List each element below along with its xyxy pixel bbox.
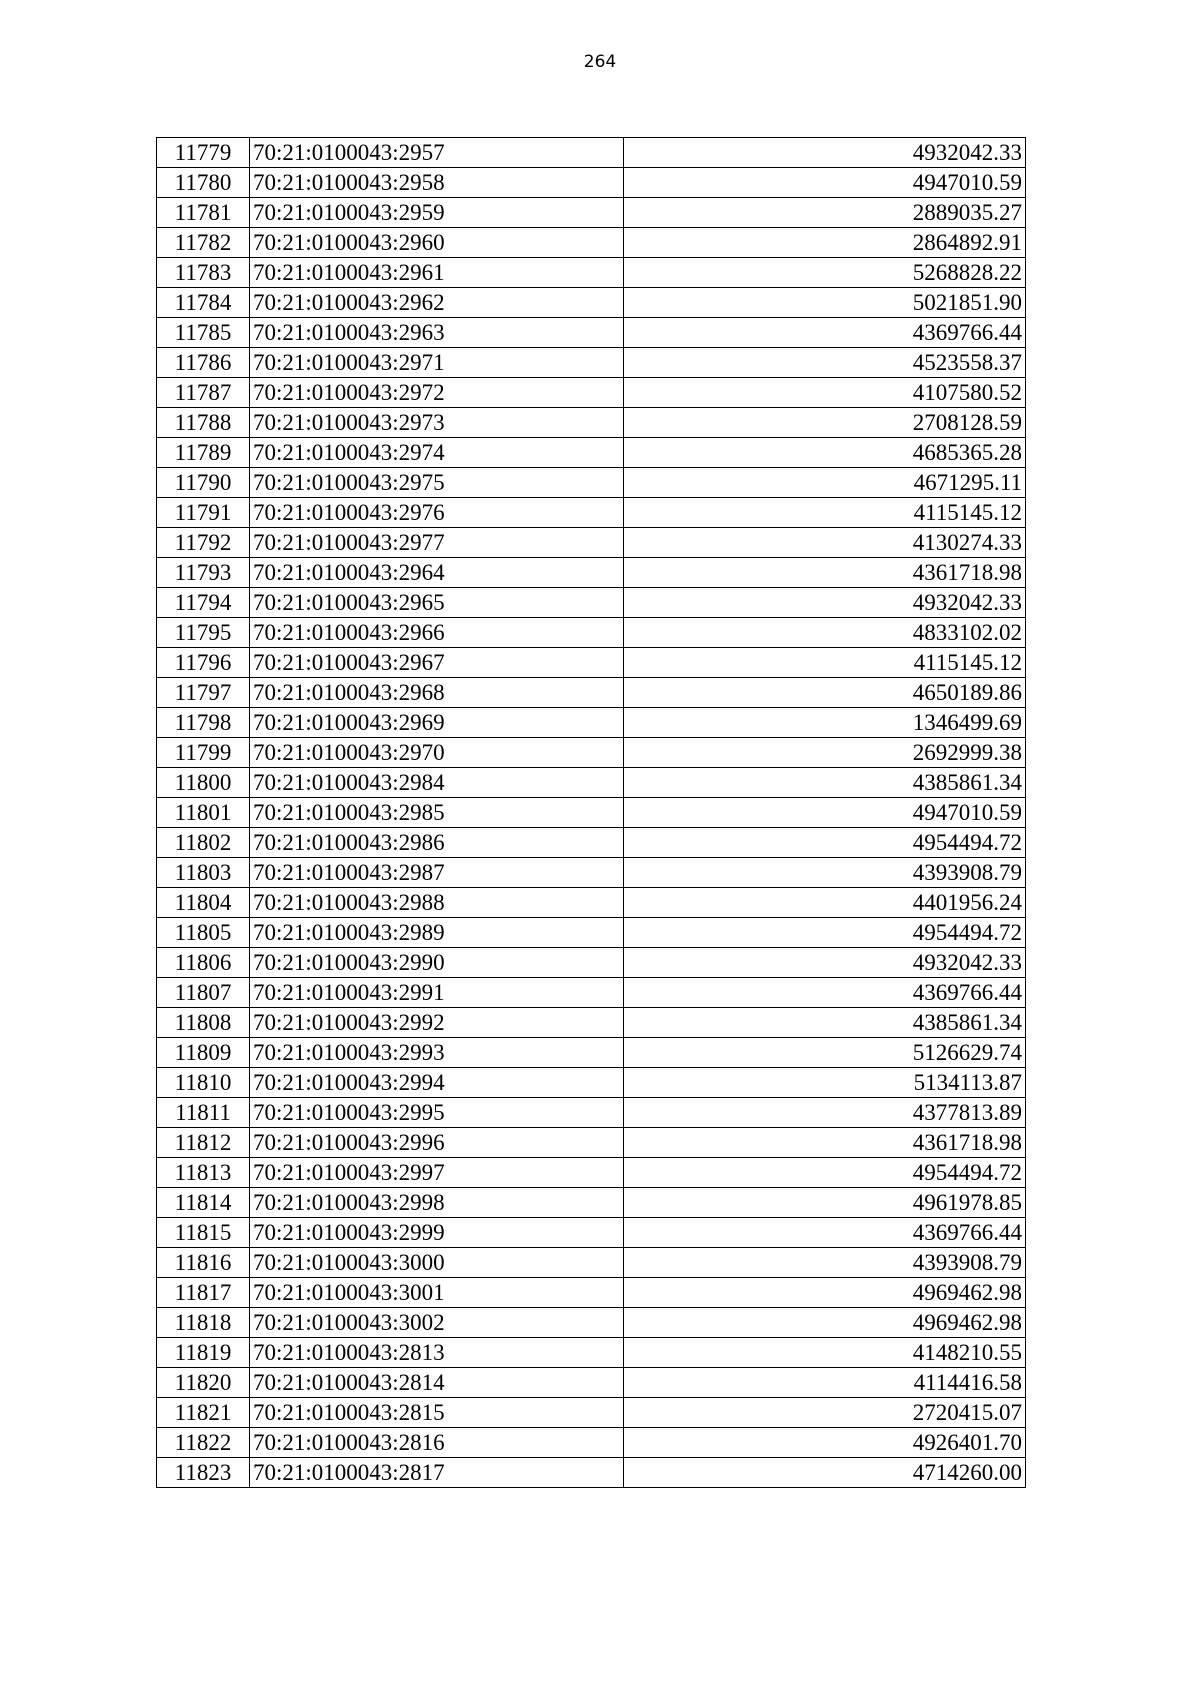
row-number-cell: 11786 <box>157 348 250 378</box>
row-number-cell: 11822 <box>157 1428 250 1458</box>
cadastral-number-cell: 70:21:0100043:2814 <box>250 1368 624 1398</box>
cadastral-number-cell: 70:21:0100043:2965 <box>250 588 624 618</box>
cadastral-number-cell: 70:21:0100043:2969 <box>250 708 624 738</box>
table-row <box>157 1038 1026 1068</box>
cadastral-number-cell: 70:21:0100043:2991 <box>250 978 624 1008</box>
table-row <box>157 588 1026 618</box>
table-row <box>157 1428 1026 1458</box>
row-number-cell: 11802 <box>157 828 250 858</box>
table-row <box>157 1338 1026 1368</box>
value-cell: 4115145.12 <box>624 648 1026 678</box>
table-row <box>157 858 1026 888</box>
value-cell: 4932042.33 <box>624 948 1026 978</box>
value-cell: 4369766.44 <box>624 1218 1026 1248</box>
table-row <box>157 558 1026 588</box>
value-cell: 4130274.33 <box>624 528 1026 558</box>
value-cell: 2864892.91 <box>624 228 1026 258</box>
cadastral-number-cell: 70:21:0100043:2996 <box>250 1128 624 1158</box>
table-row <box>157 1188 1026 1218</box>
value-cell: 4685365.28 <box>624 438 1026 468</box>
cadastral-number-cell: 70:21:0100043:2959 <box>250 198 624 228</box>
row-number-cell: 11813 <box>157 1158 250 1188</box>
value-cell: 4115145.12 <box>624 498 1026 528</box>
value-cell: 4969462.98 <box>624 1308 1026 1338</box>
row-number-cell: 11806 <box>157 948 250 978</box>
table-row <box>157 1398 1026 1428</box>
row-number-cell: 11796 <box>157 648 250 678</box>
cadastral-number-cell: 70:21:0100043:2817 <box>250 1458 624 1488</box>
value-cell: 4947010.59 <box>624 798 1026 828</box>
table-row <box>157 1098 1026 1128</box>
value-cell: 4385861.34 <box>624 768 1026 798</box>
value-cell: 2692999.38 <box>624 738 1026 768</box>
value-cell: 5268828.22 <box>624 258 1026 288</box>
row-number-cell: 11817 <box>157 1278 250 1308</box>
row-number-cell: 11789 <box>157 438 250 468</box>
cadastral-number-cell: 70:21:0100043:3002 <box>250 1308 624 1338</box>
row-number-cell: 11797 <box>157 678 250 708</box>
cadastral-number-cell: 70:21:0100043:2972 <box>250 378 624 408</box>
value-cell: 4969462.98 <box>624 1278 1026 1308</box>
value-cell: 4954494.72 <box>624 918 1026 948</box>
cadastral-number-cell: 70:21:0100043:2816 <box>250 1428 624 1458</box>
value-cell: 4926401.70 <box>624 1428 1026 1458</box>
row-number-cell: 11782 <box>157 228 250 258</box>
row-number-cell: 11816 <box>157 1248 250 1278</box>
row-number-cell: 11804 <box>157 888 250 918</box>
row-number-cell: 11819 <box>157 1338 250 1368</box>
table-row <box>157 948 1026 978</box>
row-number-cell: 11820 <box>157 1368 250 1398</box>
row-number-cell: 11818 <box>157 1308 250 1338</box>
value-cell: 5126629.74 <box>624 1038 1026 1068</box>
row-number-cell: 11779 <box>157 138 250 168</box>
table-row <box>157 498 1026 528</box>
registry-table-body <box>157 138 1026 1488</box>
cadastral-number-cell: 70:21:0100043:2989 <box>250 918 624 948</box>
table-row <box>157 738 1026 768</box>
row-number-cell: 11810 <box>157 1068 250 1098</box>
cadastral-number-cell: 70:21:0100043:2968 <box>250 678 624 708</box>
table-row <box>157 378 1026 408</box>
row-number-cell: 11788 <box>157 408 250 438</box>
table-row <box>157 258 1026 288</box>
table-row <box>157 978 1026 1008</box>
value-cell: 1346499.69 <box>624 708 1026 738</box>
table-row <box>157 138 1026 168</box>
cadastral-number-cell: 70:21:0100043:2986 <box>250 828 624 858</box>
table-row <box>157 888 1026 918</box>
table-row <box>157 918 1026 948</box>
table-row <box>157 1248 1026 1278</box>
row-number-cell: 11808 <box>157 1008 250 1038</box>
cadastral-number-cell: 70:21:0100043:2998 <box>250 1188 624 1218</box>
value-cell: 4954494.72 <box>624 828 1026 858</box>
row-number-cell: 11811 <box>157 1098 250 1128</box>
cadastral-number-cell: 70:21:0100043:2999 <box>250 1218 624 1248</box>
table-row <box>157 828 1026 858</box>
value-cell: 2889035.27 <box>624 198 1026 228</box>
table-row <box>157 1008 1026 1038</box>
value-cell: 4947010.59 <box>624 168 1026 198</box>
row-number-cell: 11799 <box>157 738 250 768</box>
row-number-cell: 11791 <box>157 498 250 528</box>
table-row <box>157 1068 1026 1098</box>
row-number-cell: 11798 <box>157 708 250 738</box>
table-row <box>157 468 1026 498</box>
cadastral-number-cell: 70:21:0100043:2985 <box>250 798 624 828</box>
cadastral-number-cell: 70:21:0100043:2988 <box>250 888 624 918</box>
value-cell: 4954494.72 <box>624 1158 1026 1188</box>
cadastral-number-cell: 70:21:0100043:2987 <box>250 858 624 888</box>
table-row <box>157 228 1026 258</box>
cadastral-number-cell: 70:21:0100043:2960 <box>250 228 624 258</box>
value-cell: 2720415.07 <box>624 1398 1026 1428</box>
row-number-cell: 11781 <box>157 198 250 228</box>
table-row <box>157 1218 1026 1248</box>
table-row <box>157 348 1026 378</box>
value-cell: 4107580.52 <box>624 378 1026 408</box>
value-cell: 4361718.98 <box>624 558 1026 588</box>
value-cell: 2708128.59 <box>624 408 1026 438</box>
value-cell: 4523558.37 <box>624 348 1026 378</box>
cadastral-number-cell: 70:21:0100043:2958 <box>250 168 624 198</box>
value-cell: 4401956.24 <box>624 888 1026 918</box>
row-number-cell: 11807 <box>157 978 250 1008</box>
cadastral-number-cell: 70:21:0100043:2957 <box>250 138 624 168</box>
cadastral-number-cell: 70:21:0100043:2984 <box>250 768 624 798</box>
row-number-cell: 11790 <box>157 468 250 498</box>
row-number-cell: 11823 <box>157 1458 250 1488</box>
table-row <box>157 1158 1026 1188</box>
value-cell: 4393908.79 <box>624 1248 1026 1278</box>
table-row <box>157 708 1026 738</box>
cadastral-number-cell: 70:21:0100043:2966 <box>250 618 624 648</box>
table-row <box>157 438 1026 468</box>
row-number-cell: 11809 <box>157 1038 250 1068</box>
cadastral-number-cell: 70:21:0100043:2975 <box>250 468 624 498</box>
table-row <box>157 678 1026 708</box>
row-number-cell: 11814 <box>157 1188 250 1218</box>
value-cell: 4961978.85 <box>624 1188 1026 1218</box>
row-number-cell: 11793 <box>157 558 250 588</box>
cadastral-number-cell: 70:21:0100043:2813 <box>250 1338 624 1368</box>
table-row <box>157 528 1026 558</box>
row-number-cell: 11784 <box>157 288 250 318</box>
table-row <box>157 768 1026 798</box>
cadastral-number-cell: 70:21:0100043:3001 <box>250 1278 624 1308</box>
value-cell: 4369766.44 <box>624 318 1026 348</box>
cadastral-number-cell: 70:21:0100043:2964 <box>250 558 624 588</box>
cadastral-number-cell: 70:21:0100043:2993 <box>250 1038 624 1068</box>
row-number-cell: 11821 <box>157 1398 250 1428</box>
table-row <box>157 648 1026 678</box>
cadastral-number-cell: 70:21:0100043:2997 <box>250 1158 624 1188</box>
row-number-cell: 11780 <box>157 168 250 198</box>
row-number-cell: 11800 <box>157 768 250 798</box>
cadastral-number-cell: 70:21:0100043:2977 <box>250 528 624 558</box>
table-row <box>157 618 1026 648</box>
table-row <box>157 798 1026 828</box>
value-cell: 4369766.44 <box>624 978 1026 1008</box>
table-row <box>157 1368 1026 1398</box>
value-cell: 4932042.33 <box>624 138 1026 168</box>
value-cell: 4714260.00 <box>624 1458 1026 1488</box>
table-row <box>157 288 1026 318</box>
cadastral-number-cell: 70:21:0100043:2967 <box>250 648 624 678</box>
row-number-cell: 11801 <box>157 798 250 828</box>
cadastral-number-cell: 70:21:0100043:2976 <box>250 498 624 528</box>
row-number-cell: 11794 <box>157 588 250 618</box>
cadastral-number-cell: 70:21:0100043:3000 <box>250 1248 624 1278</box>
table-row <box>157 1308 1026 1338</box>
table-row <box>157 1128 1026 1158</box>
value-cell: 4114416.58 <box>624 1368 1026 1398</box>
cadastral-number-cell: 70:21:0100043:2971 <box>250 348 624 378</box>
cadastral-number-cell: 70:21:0100043:2970 <box>250 738 624 768</box>
registry-table <box>156 137 1026 1488</box>
value-cell: 4671295.11 <box>624 468 1026 498</box>
value-cell: 4393908.79 <box>624 858 1026 888</box>
value-cell: 5134113.87 <box>624 1068 1026 1098</box>
cadastral-number-cell: 70:21:0100043:2994 <box>250 1068 624 1098</box>
value-cell: 4148210.55 <box>624 1338 1026 1368</box>
cadastral-number-cell: 70:21:0100043:2995 <box>250 1098 624 1128</box>
value-cell: 4385861.34 <box>624 1008 1026 1038</box>
row-number-cell: 11795 <box>157 618 250 648</box>
cadastral-number-cell: 70:21:0100043:2962 <box>250 288 624 318</box>
table-row <box>157 198 1026 228</box>
table-row <box>157 168 1026 198</box>
row-number-cell: 11785 <box>157 318 250 348</box>
value-cell: 4361718.98 <box>624 1128 1026 1158</box>
table-row <box>157 318 1026 348</box>
cadastral-number-cell: 70:21:0100043:2990 <box>250 948 624 978</box>
table-row <box>157 408 1026 438</box>
cadastral-number-cell: 70:21:0100043:2815 <box>250 1398 624 1428</box>
row-number-cell: 11815 <box>157 1218 250 1248</box>
cadastral-number-cell: 70:21:0100043:2973 <box>250 408 624 438</box>
value-cell: 4932042.33 <box>624 588 1026 618</box>
row-number-cell: 11805 <box>157 918 250 948</box>
value-cell: 4833102.02 <box>624 618 1026 648</box>
row-number-cell: 11812 <box>157 1128 250 1158</box>
page-number: 264 <box>583 52 617 72</box>
value-cell: 5021851.90 <box>624 288 1026 318</box>
cadastral-number-cell: 70:21:0100043:2974 <box>250 438 624 468</box>
cadastral-number-cell: 70:21:0100043:2961 <box>250 258 624 288</box>
row-number-cell: 11783 <box>157 258 250 288</box>
value-cell: 4650189.86 <box>624 678 1026 708</box>
cadastral-number-cell: 70:21:0100043:2992 <box>250 1008 624 1038</box>
table-row <box>157 1458 1026 1488</box>
row-number-cell: 11787 <box>157 378 250 408</box>
row-number-cell: 11792 <box>157 528 250 558</box>
value-cell: 4377813.89 <box>624 1098 1026 1128</box>
table-row <box>157 1278 1026 1308</box>
cadastral-number-cell: 70:21:0100043:2963 <box>250 318 624 348</box>
row-number-cell: 11803 <box>157 858 250 888</box>
